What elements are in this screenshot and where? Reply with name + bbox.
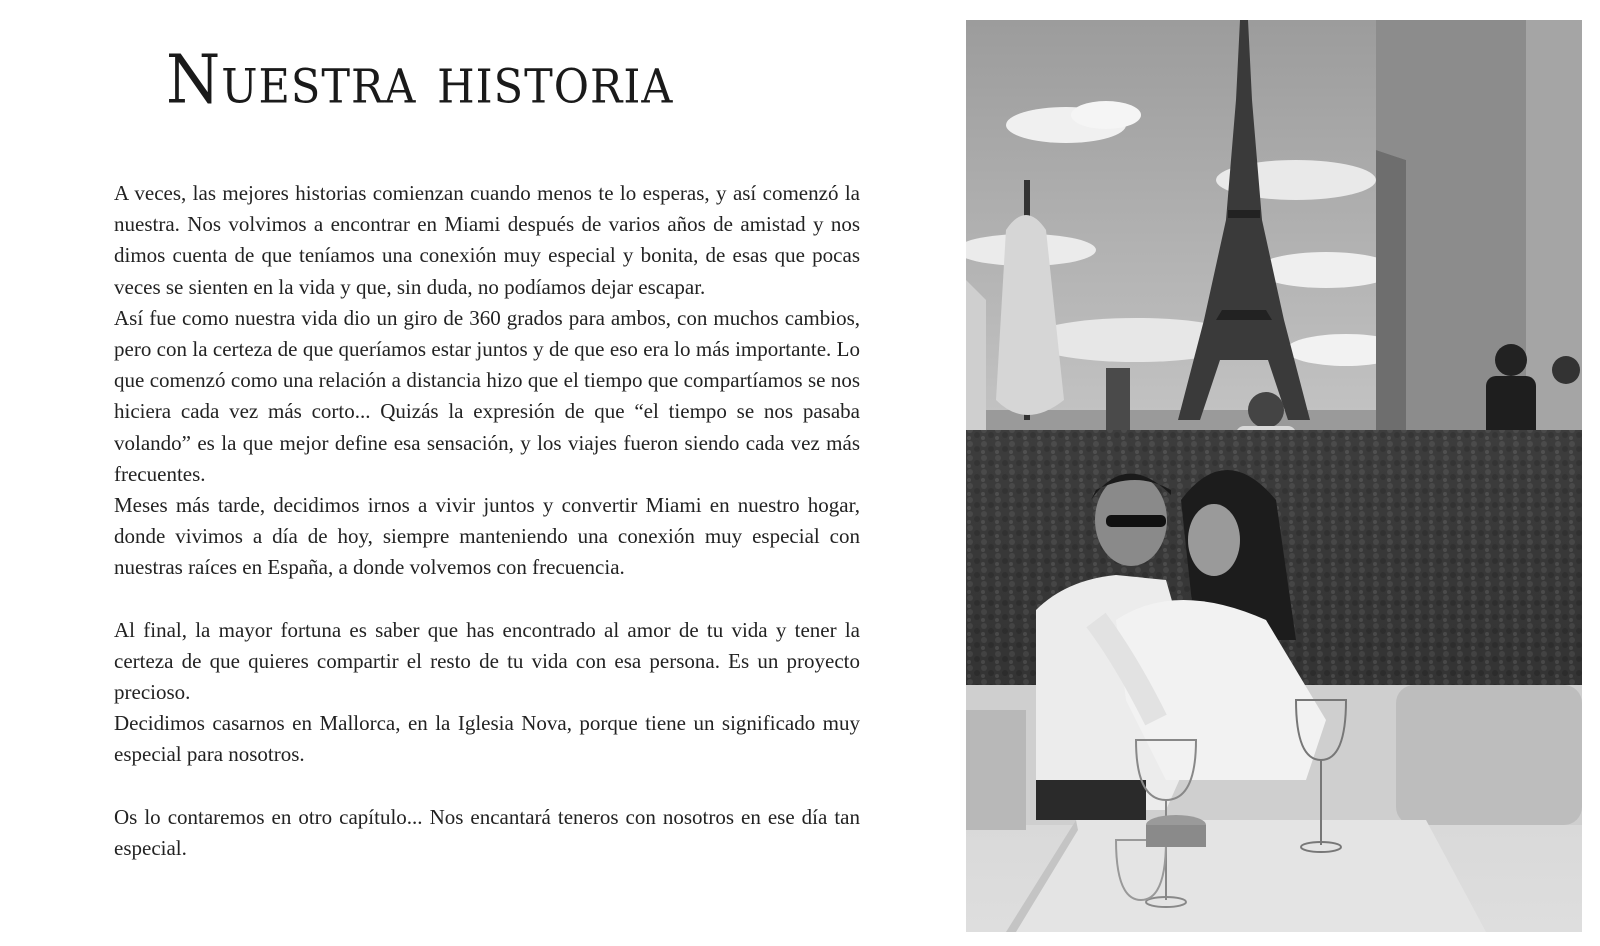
couple-eiffel-tower-photo-icon [966,20,1582,932]
story-paragraph: Al final, la mayor fortuna es saber que has encontrado al amor de tu vida y tener la certeza de que quieres compartir el resto de tu vida con esa persona. Es un proyecto precioso. [114,617,860,705]
story-text [114,178,860,864]
paragraph-spacer [114,771,860,802]
page-title: Nuestra historia [166,40,674,119]
paragraph-spacer [114,584,860,615]
story-paragraph: Meses más tarde, decidimos irnos a vivir juntos y convertir Miami en nuestro hogar, donde vivimos a día de hoy, siempre manteniendo una conexión muy especial con nuestras raíces en España, a donde volvemos con frecuencia. [114,493,860,580]
story-paragraph: Os lo contaremos en otro capítulo... Nos encantará teneros con nosotros en ese día tan especial. [114,804,860,860]
couple-photo [966,20,1582,932]
story-paragraph: Así fue como nuestra vida dio un giro de 360 grados para ambos, con muchos cambios, pero con la certeza de que queríamos estar juntos y de que eso era lo más importante. Lo que comenzó como una relación a distancia hizo que el tiempo que compartíamos se nos hiciera cada vez más corto... Quizás la expresión de que “el tiempo se nos pasaba volando” es la que mejor define esa sensación, y los viajes fueron siendo cada vez más frecuentes. [114,305,860,486]
story-paragraph: Decidimos casarnos en Mallorca, en la Iglesia Nova, porque tiene un significado muy especial para nosotros. [114,711,860,767]
story-paragraph: A veces, las mejores historias comienzan cuando menos te lo esperas, y así comenzó la nuestra. Nos volvimos a encontrar en Miami después de varios años de amistad y nos dimos cuenta de que teníamos una conexión muy especial y bonita, de esas que pocas veces se sienten en la vida y que, sin duda, no podíamos dejar escapar. [114,181,860,299]
